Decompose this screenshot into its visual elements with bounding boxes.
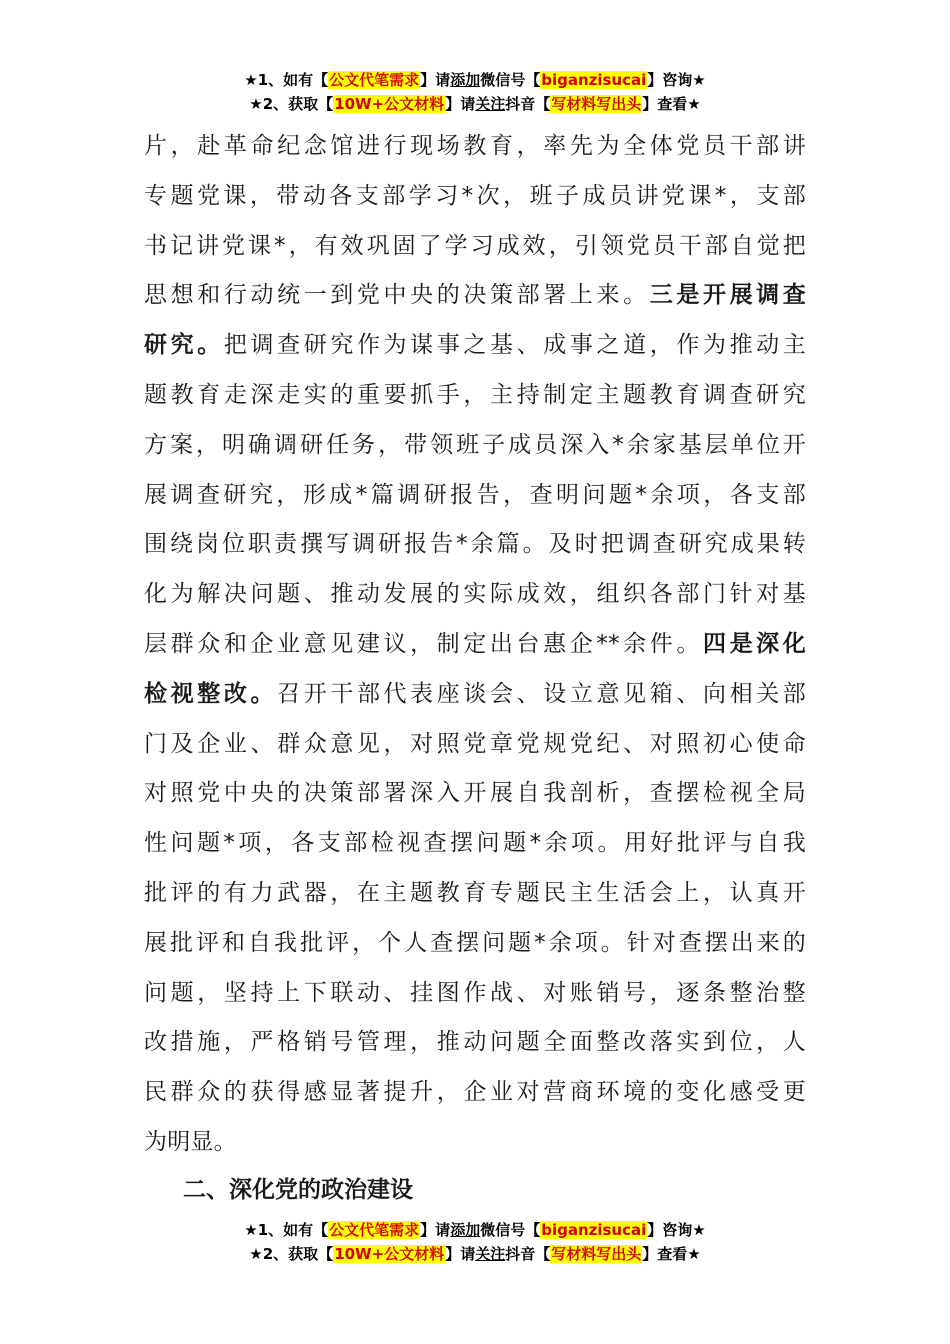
paragraph-line: 民群众的获得感显著提升，企业对营商环境的变化感受更 xyxy=(144,1079,806,1106)
banner-highlight: 10W+公文材料 xyxy=(334,1245,445,1263)
paragraph-line: 片，赴革命纪念馆进行现场教育，率先为全体党员干部讲 xyxy=(144,133,806,159)
banner-text: 】咨询★ xyxy=(647,1221,706,1239)
section-heading: 二、深化党的政治建设 xyxy=(183,1177,413,1203)
banner-highlight: 写材料写出头 xyxy=(551,95,642,113)
subheading-4-cont: 检视整改。 xyxy=(144,680,278,707)
banner-text: 】查看★ xyxy=(642,95,701,113)
paragraph-line: 对照党中央的决策部署深入开展自我剖析，查摆检视全局 xyxy=(144,780,806,807)
paragraph-line: 批评的有力武器，在主题教育专题民主生活会上，认真开 xyxy=(144,879,806,906)
footer-banner xyxy=(0,1218,950,1266)
banner-text: ★1、如有【 xyxy=(244,1221,329,1239)
banner-highlight: 写材料写出头 xyxy=(551,1245,642,1263)
banner-text: ★1、如有【 xyxy=(244,71,329,89)
banner-underline: 添加 xyxy=(450,1221,481,1239)
banner-text: 】请 xyxy=(445,1245,476,1263)
paragraph-line: 展批评和自我批评，个人查摆问题*余项。针对查摆出来的 xyxy=(144,929,806,956)
banner-highlight: biganzisucai xyxy=(541,71,647,89)
banner-text: 】请 xyxy=(420,1221,451,1239)
paragraph-line: 问题，坚持上下联动、挂图作战、对账销号，逐条整治整 xyxy=(144,979,806,1006)
footer-banner-line-1 xyxy=(0,1218,950,1242)
banner-highlight: 公文代笔需求 xyxy=(329,1221,420,1239)
paragraph-line: 化为解决问题、推动发展的实际成效，组织各部门针对基 xyxy=(144,581,806,608)
banner-text: 抖音【 xyxy=(505,1245,551,1263)
header-banner-line-2 xyxy=(0,92,950,116)
paragraph-line: 改措施，严格销号管理，推动问题全面整改落实到位，人 xyxy=(144,1029,806,1056)
paragraph-line: 专题党课，带动各支部学习*次，班子成员讲党课*，支部 xyxy=(144,182,806,209)
footer-banner-line-2 xyxy=(0,1242,950,1266)
banner-highlight: biganzisucai xyxy=(541,1221,647,1239)
paragraph-text: 把调查研究作为谋事之基、成事之道，作为推动主 xyxy=(223,332,806,359)
paragraph-text: 思想和行动统一到党中央的决策部署上来。 xyxy=(144,282,650,309)
banner-text: ★2、获取【 xyxy=(249,1245,334,1263)
paragraph-line: 围绕岗位职责撰写调研报告*余篇。及时把调查研究成果转 xyxy=(144,531,806,558)
banner-text: 】查看★ xyxy=(642,1245,701,1263)
paragraph-text: 召开干部代表座谈会、设立意见箱、向相关部 xyxy=(277,680,806,707)
banner-highlight: 10W+公文材料 xyxy=(334,95,445,113)
body-paragraph xyxy=(144,122,806,1168)
banner-text: 】请 xyxy=(420,71,451,89)
subheading-3: 三是开展调查 xyxy=(649,282,806,309)
paragraph-line: 为明显。 xyxy=(144,1128,237,1155)
paragraph-line: 门及企业、群众意见，对照党章党规党纪、对照初心使命 xyxy=(144,730,806,757)
paragraph-line: 方案，明确调研任务，带领班子成员深入*余家基层单位开 xyxy=(144,431,806,458)
banner-text: 微信号【 xyxy=(480,71,541,89)
banner-underline: 添加 xyxy=(450,71,481,89)
paragraph-line: 书记讲党课*，有效巩固了学习成效，引领党员干部自觉把 xyxy=(144,232,806,259)
banner-text: 】咨询★ xyxy=(647,71,706,89)
paragraph-line xyxy=(144,670,806,720)
banner-text: 微信号【 xyxy=(480,1221,541,1239)
paragraph-line xyxy=(144,271,806,321)
subheading-3-cont: 研究。 xyxy=(144,332,224,359)
paragraph-line: 题教育走深走实的重要抓手，主持制定主题教育调查研究 xyxy=(144,381,806,408)
header-banner xyxy=(0,68,950,116)
header-banner-line-1 xyxy=(0,68,950,92)
banner-underline: 关注 xyxy=(475,1245,506,1263)
paragraph-line xyxy=(144,321,806,371)
banner-highlight: 公文代笔需求 xyxy=(329,71,420,89)
paragraph-text: 层群众和企业意见建议，制定出台惠企**余件。 xyxy=(144,630,703,657)
paragraph-line: 展调查研究，形成*篇调研报告，查明问题*余项，各支部 xyxy=(144,481,806,508)
banner-underline: 关注 xyxy=(475,95,506,113)
paragraph-line: 性问题*项，各支部检视查摆问题*余项。用好批评与自我 xyxy=(144,830,806,857)
subheading-4: 四是深化 xyxy=(702,630,806,657)
banner-text: 】请 xyxy=(445,95,476,113)
paragraph-line xyxy=(144,620,806,670)
banner-text: ★2、获取【 xyxy=(249,95,334,113)
banner-text: 抖音【 xyxy=(505,95,551,113)
